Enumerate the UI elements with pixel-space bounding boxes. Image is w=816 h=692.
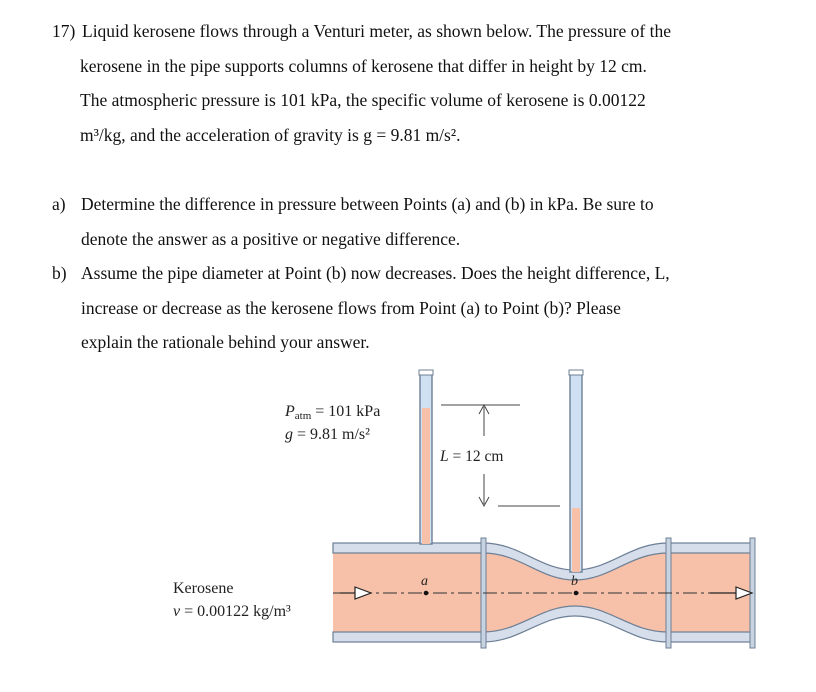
point-a-label: a — [421, 574, 428, 589]
problem-line: Liquid kerosene flows through a Venturi meter, as shown below. The pressure of the — [82, 21, 671, 41]
height-dimension — [439, 405, 560, 506]
specific-volume-label: v = 0.00122 kg/m³ — [173, 603, 291, 620]
tube-a — [419, 370, 433, 544]
problem-line: m³/kg, and the acceleration of gravity is g = 9.81 m/s². — [80, 124, 461, 145]
height-label: L = 12 cm — [440, 448, 504, 465]
part-b-line: increase or decrease as the kerosene flows from Point (a) to Point (b)? Please — [81, 297, 621, 318]
point-b-label: b — [571, 574, 578, 589]
part-b-line: Assume the pipe diameter at Point (b) now decreases. Does the height difference, L, — [81, 263, 670, 283]
part-b-label: b) — [52, 263, 67, 283]
part-a-label: a) — [52, 194, 66, 214]
problem-line: The atmospheric pressure is 101 kPa, the specific volume of kerosene is 0.00122 — [80, 90, 646, 110]
tube-a-cap — [419, 370, 433, 375]
part-a-line: denote the answer as a positive or negative difference. — [81, 228, 461, 249]
patm-label: Patm = 101 kPa — [285, 403, 381, 422]
problem-number: 17) — [52, 21, 76, 41]
gravity-label: g = 9.81 m/s² — [285, 426, 370, 443]
problem-line: kerosene in the pipe supports columns of kerosene that differ in height by 12 cm. — [80, 55, 647, 76]
part-b-line: explain the rationale behind your answer. — [81, 332, 370, 352]
pipe-right-top-wall — [668, 543, 754, 553]
tube-b-cap — [569, 370, 583, 375]
point-b-dot — [574, 591, 579, 596]
fluid-name: Kerosene — [173, 580, 234, 597]
point-a-dot — [424, 591, 429, 596]
tube-b — [569, 370, 583, 572]
pipe-left-bottom-wall — [333, 632, 483, 642]
tube-a-fluid — [422, 408, 430, 544]
tube-b-fluid — [572, 508, 580, 572]
pipe-left-top-wall — [333, 543, 483, 553]
part-a-line: Determine the difference in pressure between Points (a) and (b) in kPa. Be sure to — [81, 194, 654, 214]
pipe-right-bottom-wall — [668, 632, 754, 642]
